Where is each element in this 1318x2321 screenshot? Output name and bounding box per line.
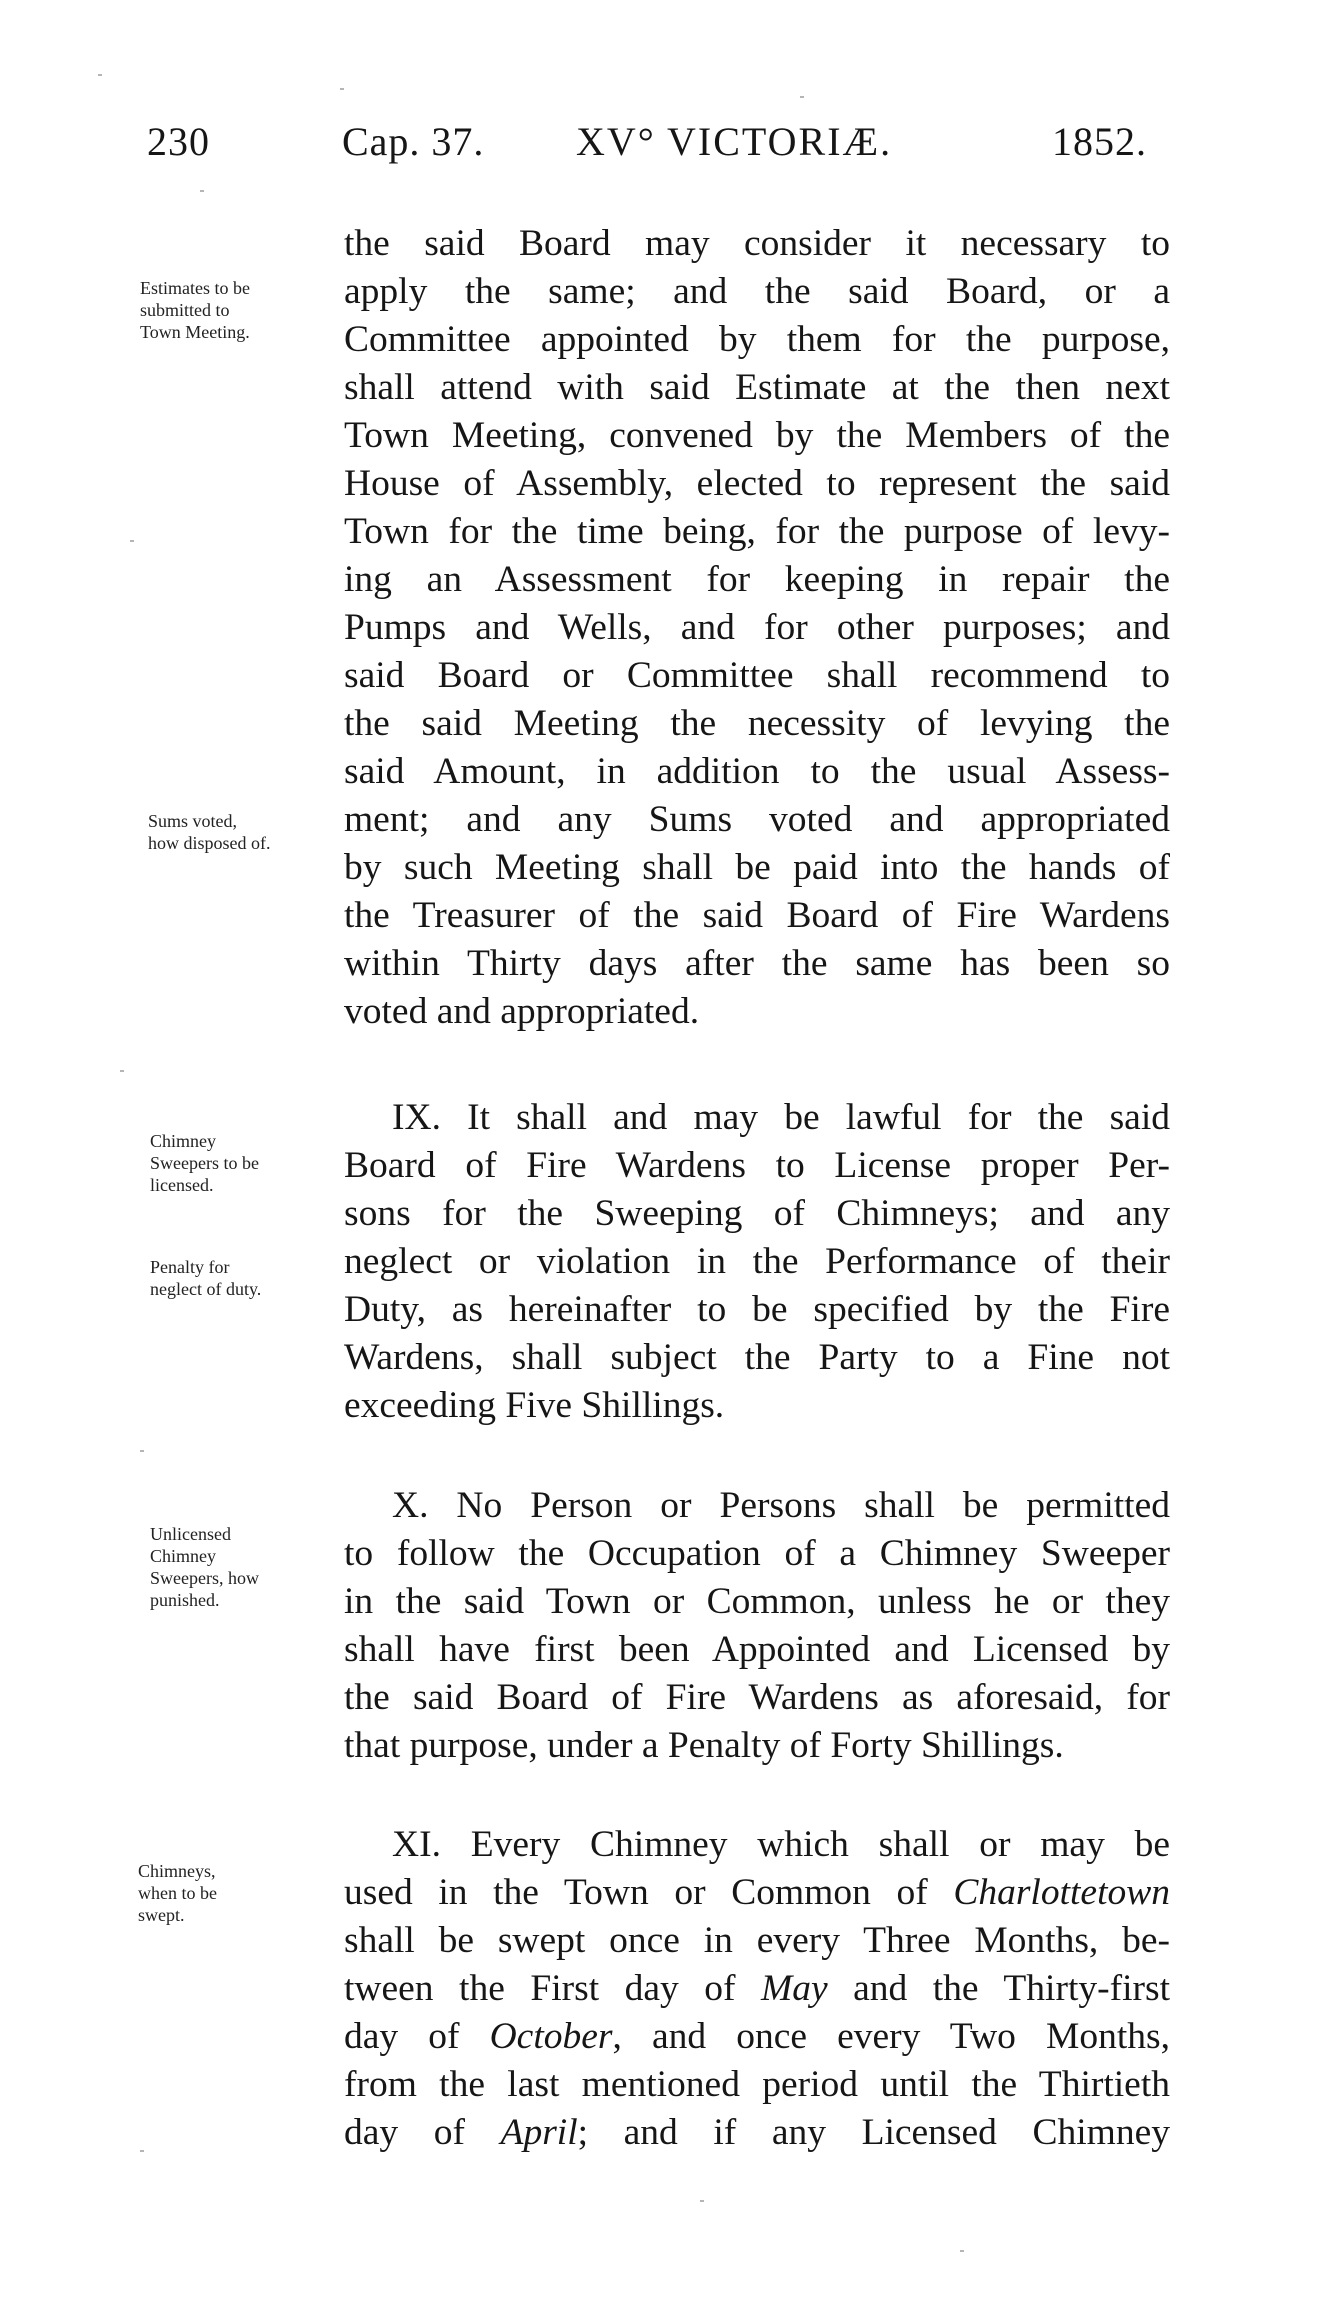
margin-note-chimneys-swept xyxy=(138,1860,328,1926)
text-line: exceeding Five Shillings. xyxy=(344,1385,725,1426)
text-line: apply the same; and the said Board, or a xyxy=(344,271,1170,312)
text-line: ing an Assessment for keeping in repair the xyxy=(344,559,1170,600)
text-line: within Thirty days after the same has been so xyxy=(344,943,1170,984)
page-number: 230 xyxy=(147,119,210,164)
scan-speck xyxy=(130,540,134,542)
text-line: that purpose, under a Penalty of Forty Shillings. xyxy=(344,1725,1064,1766)
text-line: day of October, and once every Two Months, xyxy=(344,2016,1170,2057)
section-heading-line: X. No Person or Persons shall be permitted xyxy=(392,1485,1170,1526)
margin-note-line: Chimney xyxy=(150,1546,216,1566)
text-line: Wardens, shall subject the Party to a Fine not xyxy=(344,1337,1170,1378)
text-line: used in the Town or Common of Charlottetown xyxy=(344,1872,1170,1913)
margin-note-line: Sweepers, how xyxy=(150,1568,259,1588)
text-line: the Treasurer of the said Board of Fire Wardens xyxy=(344,895,1170,936)
scan-speck xyxy=(140,2150,144,2152)
text-line: said Amount, in addition to the usual Assess- xyxy=(344,751,1170,792)
text-line: Duty, as hereinafter to be specified by the Fire xyxy=(344,1289,1170,1330)
text-line: Town for the time being, for the purpose of levy- xyxy=(344,511,1170,552)
year-label: 1852. xyxy=(1052,119,1147,164)
section-heading-line: XI. Every Chimney which shall or may be xyxy=(392,1824,1170,1865)
text-line: in the said Town or Common, unless he or they xyxy=(344,1581,1170,1622)
text-line: Pumps and Wells, and for other purposes; and xyxy=(344,607,1170,648)
text-line: by such Meeting shall be paid into the hands of xyxy=(344,847,1170,888)
scan-speck xyxy=(340,88,344,90)
margin-note-chimney-sweepers xyxy=(150,1130,340,1196)
margin-note-sums xyxy=(148,810,338,854)
scan-speck xyxy=(960,2250,964,2252)
margin-note-line: swept. xyxy=(138,1905,185,1925)
margin-note-line: neglect of duty. xyxy=(150,1279,262,1299)
scan-speck xyxy=(120,1070,124,1072)
margin-note-line: submitted to xyxy=(140,300,230,320)
text-line: tween the First day of May and the Thirty-first xyxy=(344,1968,1171,2009)
text-line: shall be swept once in every Three Months, be- xyxy=(344,1920,1170,1961)
text-line: Town Meeting, convened by the Members of the xyxy=(344,415,1170,456)
margin-note-line: Sums voted, xyxy=(148,811,238,831)
text-line: shall attend with said Estimate at the then next xyxy=(344,367,1170,408)
scan-speck xyxy=(800,96,804,98)
text-line: Committee appointed by them for the purpose, xyxy=(344,319,1170,360)
text-line: Board of Fire Wardens to License proper Per- xyxy=(344,1145,1170,1186)
scan-speck xyxy=(700,2200,704,2202)
margin-note-line: punished. xyxy=(150,1590,220,1610)
margin-note-estimates xyxy=(140,277,330,343)
margin-note-line: Chimneys, xyxy=(138,1861,216,1881)
running-header xyxy=(0,118,1318,178)
margin-note-line: Chimney xyxy=(150,1131,216,1151)
text-line: to follow the Occupation of a Chimney Sweeper xyxy=(344,1533,1170,1574)
text-line: the said Meeting the necessity of levying the xyxy=(344,703,1170,744)
text-line: from the last mentioned period until the Thirtieth xyxy=(344,2064,1170,2105)
text-line: neglect or violation in the Performance of their xyxy=(344,1241,1170,1282)
margin-note-line: Penalty for xyxy=(150,1257,230,1277)
margin-note-line: Estimates to be xyxy=(140,278,250,298)
margin-note-line: how disposed of. xyxy=(148,833,271,853)
margin-note-unlicensed xyxy=(150,1523,340,1611)
text-line: shall have first been Appointed and Licensed by xyxy=(344,1629,1170,1670)
text-line: ment; and any Sums voted and appropriated xyxy=(344,799,1170,840)
scan-speck xyxy=(140,1450,144,1452)
margin-note-line: Unlicensed xyxy=(150,1524,231,1544)
text-line: voted and appropriated. xyxy=(344,991,700,1032)
text-line: sons for the Sweeping of Chimneys; and any xyxy=(344,1193,1170,1234)
reign-title: XV° VICTORIÆ. xyxy=(576,119,893,164)
margin-note-line: Town Meeting. xyxy=(140,322,250,342)
text-line: the said Board may consider it necessary to xyxy=(344,223,1170,264)
chapter-label: Cap. 37. xyxy=(342,119,485,164)
scan-speck xyxy=(98,74,102,76)
text-line: the said Board of Fire Wardens as aforesaid, for xyxy=(344,1677,1170,1718)
text-line: House of Assembly, elected to represent the said xyxy=(344,463,1170,504)
text-line: day of April; and if any Licensed Chimney xyxy=(344,2112,1170,2153)
margin-note-line: when to be xyxy=(138,1883,217,1903)
margin-note-line: licensed. xyxy=(150,1175,214,1195)
margin-note-line: Sweepers to be xyxy=(150,1153,259,1173)
section-heading-line: IX. It shall and may be lawful for the said xyxy=(392,1097,1170,1138)
scan-speck xyxy=(200,190,204,192)
text-line: said Board or Committee shall recommend to xyxy=(344,655,1170,696)
margin-note-penalty xyxy=(150,1256,340,1300)
